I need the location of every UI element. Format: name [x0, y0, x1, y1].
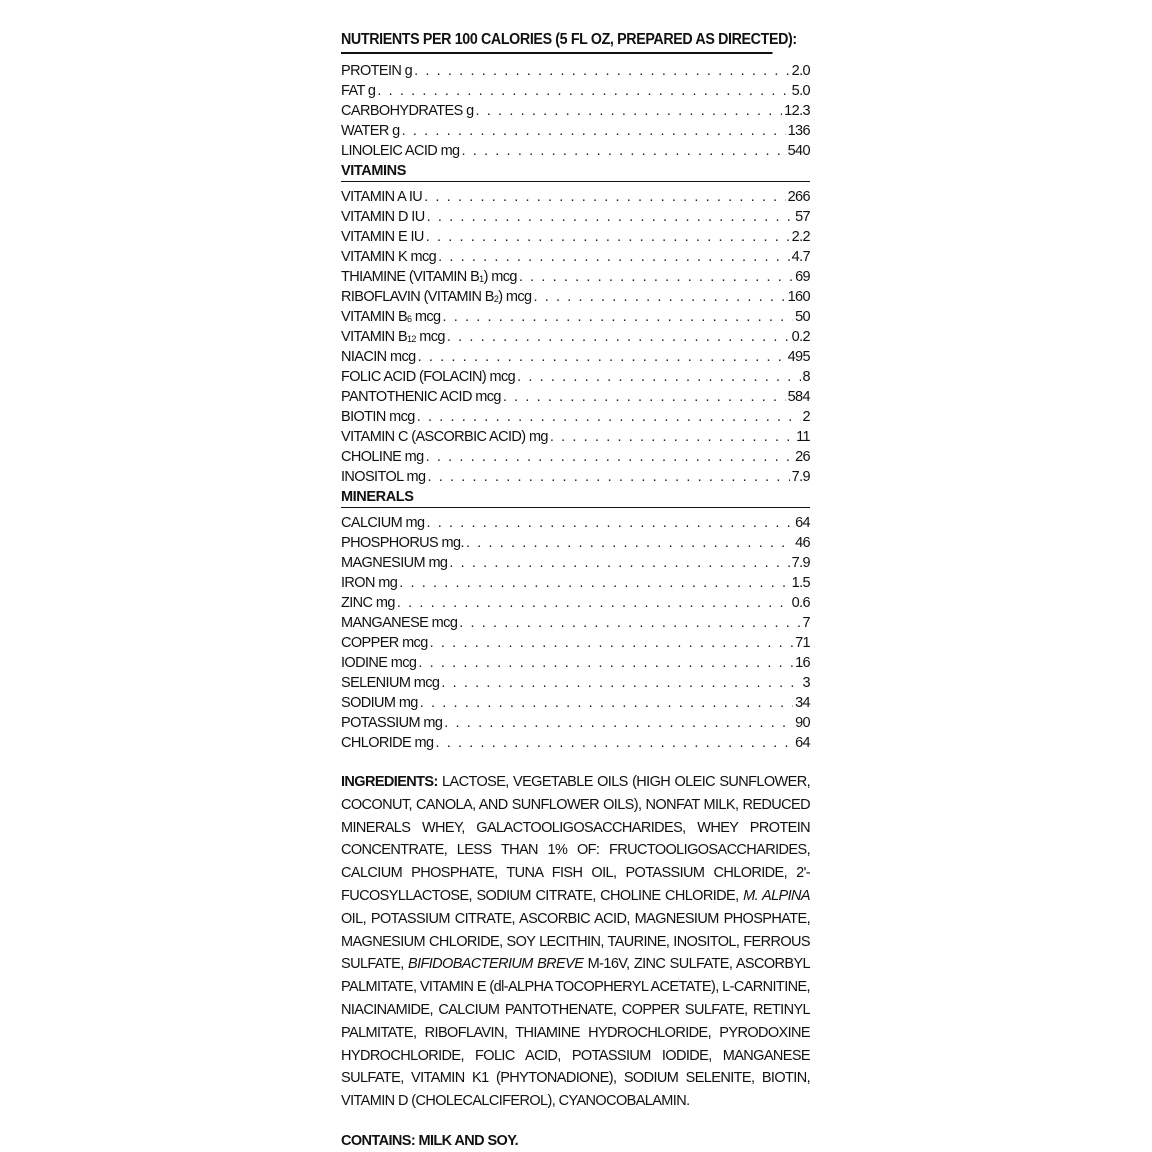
nutrient-label: SELENIUM mcg: [341, 675, 440, 691]
nutrient-value: 540: [787, 143, 810, 159]
dot-leader: [519, 267, 793, 287]
dot-leader: [534, 287, 786, 307]
ingredients-label: INGREDIENTS:: [341, 774, 438, 790]
nutrient-label: CHOLINE mg: [341, 449, 424, 465]
nutrient-row: [341, 387, 810, 407]
nutrient-row: [341, 367, 810, 387]
dot-leader: [414, 61, 789, 81]
nutrient-row: [341, 121, 810, 141]
dot-leader: [377, 81, 789, 101]
vitamins-list: [341, 187, 810, 487]
dot-leader: [426, 227, 790, 247]
nutrient-row: [341, 327, 810, 347]
dot-leader: [397, 593, 790, 613]
nutrient-row: [341, 613, 810, 633]
dot-leader: [441, 673, 800, 693]
nutrient-label: FOLIC ACID (FOLACIN) mcg: [341, 369, 516, 385]
nutrient-value: 7: [802, 615, 810, 631]
dot-leader: [426, 447, 793, 467]
dot-leader: [430, 633, 793, 653]
nutrient-value: 11: [796, 429, 810, 445]
nutrient-value: 3: [802, 675, 810, 691]
dot-leader: [418, 347, 786, 367]
nutrient-label: WATER g: [341, 123, 400, 139]
ingredients-text: [341, 771, 810, 1113]
nutrient-label: IODINE mcg: [341, 655, 417, 671]
nutrient-row: [341, 247, 810, 267]
nutrient-label: MAGNESIUM mg: [341, 555, 448, 571]
nutrient-value: 16: [795, 655, 810, 671]
nutrient-row: [341, 207, 810, 227]
nutrient-value: 50: [795, 309, 810, 325]
nutrient-label: POTASSIUM mg: [341, 715, 443, 731]
dot-leader: [399, 573, 789, 593]
nutrient-row: [341, 653, 810, 673]
dot-leader: [417, 407, 801, 427]
dot-leader: [550, 427, 794, 447]
nutrient-row: [341, 553, 810, 573]
dot-leader: [444, 713, 793, 733]
nutrient-value: 495: [787, 349, 810, 365]
nutrient-label: VITAMIN C (ASCORBIC ACID) mg: [341, 429, 548, 445]
nutrient-value: 1.5: [791, 575, 810, 591]
nutrient-label: VITAMIN K mcg: [341, 249, 437, 265]
nutrient-label: INOSITOL mg: [341, 469, 426, 485]
nutrient-row: [341, 513, 810, 533]
dot-leader: [427, 207, 794, 227]
ingredients-part-3: M-16V, ZINC SULFATE, ASCORBYL PALMITATE, VITAMIN E (dl-ALPHA TOCOPHERYL ACETATE), L-CARNITINE, NIACINAMIDE, CALCIUM PANTOTHENATE, COPPER SULFATE, RETINYL PALMITATE, RIBOFLAVIN, THIAMINE HYDROCHLORIDE, PYRODOXINE HYDROCHLORIDE, FOLIC ACID, POTASSIUM IODIDE, MANGANESE SULFATE, VITAMIN K1 (PHYTONADIONE), SODIUM SELENITE, BIOTIN, VITAMIN D (CHOLECALCIFEROL), CYANOCOBALAMIN.: [341, 956, 810, 1110]
nutrient-row: [341, 81, 810, 101]
nutrient-label: LINOLEIC ACID mg: [341, 143, 460, 159]
nutrient-value: 71: [795, 635, 810, 651]
nutrient-label: CHLORIDE mg: [341, 735, 434, 751]
nutrition-panel: [341, 30, 810, 1149]
nutrient-row: [341, 447, 810, 467]
nutrient-row: [341, 287, 810, 307]
nutrient-label: ZINC mg: [341, 595, 395, 611]
nutrient-row: [341, 61, 810, 81]
dot-leader: [418, 653, 793, 673]
nutrient-value: 7.9: [791, 469, 810, 485]
nutrient-row: [341, 593, 810, 613]
nutrient-label: PANTOTHENIC ACID mcg: [341, 389, 501, 405]
nutrient-row: [341, 733, 810, 753]
dot-leader: [420, 693, 793, 713]
ingredients-part-2: OIL, POTASSIUM CITRATE, ASCORBIC ACID, MAGNESIUM PHOSPHATE, MAGNESIUM CHLORIDE, SOY LECITHIN, TAURINE, INOSITOL, FERROUS SULFATE,: [341, 910, 810, 973]
dot-leader: [466, 533, 793, 553]
dot-leader: [503, 387, 786, 407]
nutrient-label: NIACIN mcg: [341, 349, 416, 365]
nutrient-value: 266: [787, 189, 810, 205]
nutrient-value: 26: [795, 449, 810, 465]
nutrient-value: 0.6: [791, 595, 810, 611]
nutrient-value: 7.9: [791, 555, 810, 571]
nutrient-value: 90: [795, 715, 810, 731]
nutrient-value: 584: [787, 389, 810, 405]
nutrient-row: [341, 467, 810, 487]
nutrient-value: 34: [795, 695, 810, 711]
macros-list: [341, 61, 810, 161]
nutrient-row: [341, 427, 810, 447]
ingredients-part-1: LACTOSE, VEGETABLE OILS (HIGH OLEIC SUNFLOWER, COCONUT, CANOLA, AND SUNFLOWER OILS), NONFAT MILK, REDUCED MINERALS WHEY, GALACTOOLIGOSACCHARIDES, WHEY PROTEIN CONCENTRATE, LESS THAN 1% OF: FRUCTOOLIGOSACCHARIDES, CALCIUM PHOSPHATE, TUNA FISH OIL, POTASSIUM CHLORIDE, 2'-FUCOSYLLACTOSE, SODIUM CITRATE, CHOLINE CHLORIDE,: [341, 774, 810, 904]
nutrient-label: VITAMIN $B_6$ mcg: [341, 309, 441, 325]
nutrient-value: 64: [795, 515, 810, 531]
dot-leader: [517, 367, 800, 387]
dot-leader: [438, 247, 790, 267]
nutrients-title: NUTRIENTS PER 100 CALORIES (5 FL OZ, PREPARED AS DIRECTED):: [341, 30, 772, 54]
nutrient-label: VITAMIN E IU: [341, 229, 424, 245]
nutrient-value: 5.0: [791, 83, 810, 99]
nutrient-row: [341, 407, 810, 427]
nutrient-row: [341, 227, 810, 247]
nutrient-label: CARBOHYDRATES g: [341, 103, 474, 119]
dot-leader: [402, 121, 786, 141]
nutrient-value: 69: [795, 269, 810, 285]
nutrient-row: [341, 673, 810, 693]
nutrient-value: 46: [795, 535, 810, 551]
nutrient-label: BIOTIN mcg: [341, 409, 415, 425]
nutrient-row: [341, 141, 810, 161]
dot-leader: [426, 513, 793, 533]
dot-leader: [424, 187, 785, 207]
nutrient-row: [341, 267, 810, 287]
nutrient-label: VITAMIN A IU: [341, 189, 423, 205]
nutrient-value: 4.7: [791, 249, 810, 265]
nutrient-value: 136: [787, 123, 810, 139]
nutrient-row: [341, 573, 810, 593]
dot-leader: [436, 733, 794, 753]
dot-leader: [427, 467, 789, 487]
nutrient-value: 160: [787, 289, 810, 305]
dot-leader: [447, 327, 790, 347]
dot-leader: [462, 141, 786, 161]
nutrient-value: 0.2: [791, 329, 810, 345]
nutrient-label: RIBOFLAVIN (VITAMIN $B_2$) mcg: [341, 289, 532, 305]
minerals-list: [341, 513, 810, 753]
nutrient-row: [341, 307, 810, 327]
nutrient-value: 2.2: [791, 229, 810, 245]
nutrient-row: [341, 101, 810, 121]
nutrient-row: [341, 693, 810, 713]
nutrient-row: [341, 187, 810, 207]
allergen-statement: CONTAINS: MILK AND SOY.: [341, 1132, 519, 1149]
nutrient-value: 64: [795, 735, 810, 751]
dot-leader: [449, 553, 789, 573]
nutrient-label: VITAMIN D IU: [341, 209, 425, 225]
nutrient-label: IRON mg: [341, 575, 398, 591]
nutrient-row: [341, 347, 810, 367]
nutrient-label: PHOSPHORUS mg.: [341, 535, 464, 551]
nutrient-row: [341, 633, 810, 653]
dot-leader: [459, 613, 800, 633]
nutrient-label: COPPER mcg: [341, 635, 428, 651]
dot-leader: [476, 101, 783, 121]
nutrient-value: 57: [795, 209, 810, 225]
minerals-heading: MINERALS: [341, 488, 810, 508]
dot-leader: [442, 307, 793, 327]
nutrient-label: VITAMIN $B_{12}$ mcg: [341, 329, 445, 345]
nutrient-value: 2.0: [791, 63, 810, 79]
nutrient-label: PROTEIN g: [341, 63, 413, 79]
nutrient-label: MANGANESE mcg: [341, 615, 458, 631]
nutrient-label: SODIUM mg: [341, 695, 418, 711]
nutrient-value: 2: [802, 409, 810, 425]
nutrient-label: FAT g: [341, 83, 376, 99]
nutrient-row: [341, 533, 810, 553]
nutrient-value: 12.3: [784, 103, 810, 119]
ingredients-italic-2: BIFIDOBACTERIUM BREVE: [408, 956, 584, 973]
nutrient-label: CALCIUM mg: [341, 515, 425, 531]
nutrient-label: THIAMINE (VITAMIN $B_1$) mcg: [341, 269, 517, 285]
nutrient-value: 8: [802, 369, 810, 385]
nutrient-row: [341, 713, 810, 733]
ingredients-italic-1: M. ALPINA: [743, 887, 810, 904]
vitamins-heading: VITAMINS: [341, 162, 810, 182]
